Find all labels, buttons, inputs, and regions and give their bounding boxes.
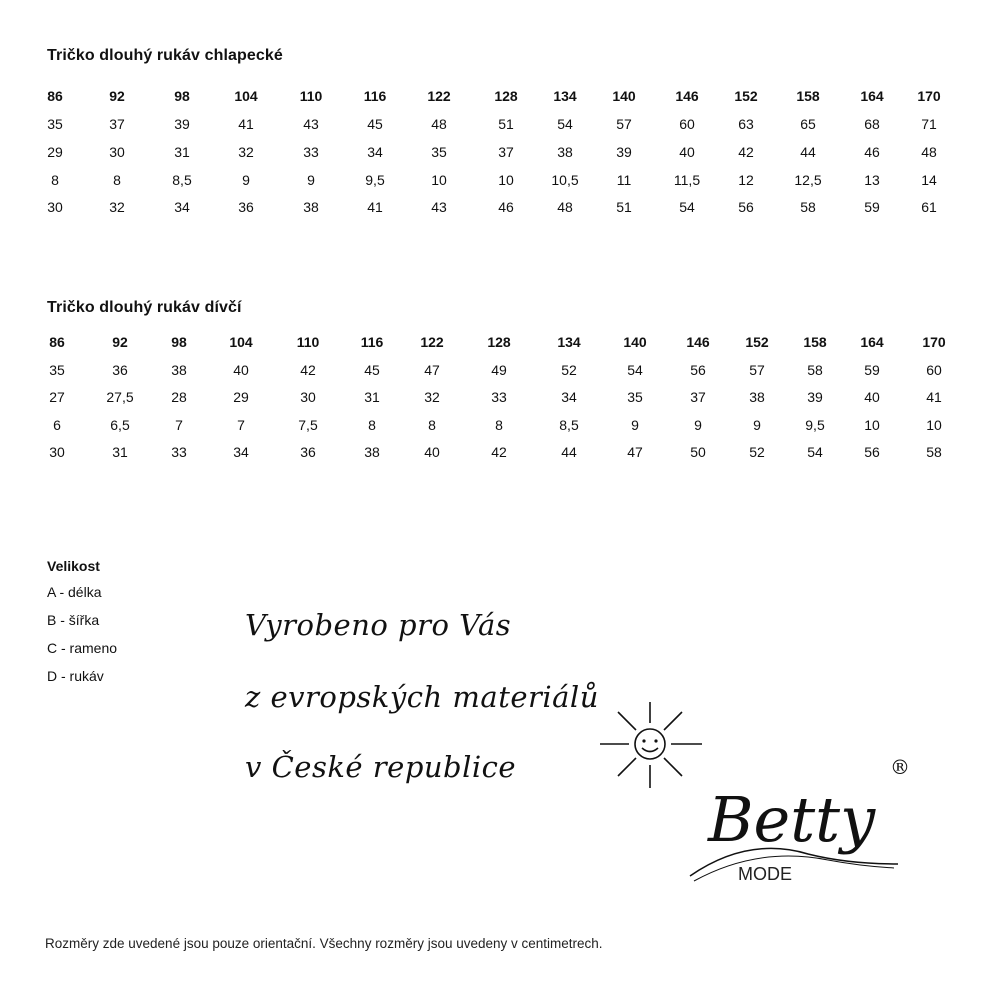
table-cell: 31	[112, 444, 128, 460]
table-cell: 31	[364, 389, 380, 405]
size-header-cell: 104	[234, 88, 258, 104]
table-1-title: Tričko dlouhý rukáv chlapecké	[47, 47, 283, 64]
table-cell: 32	[238, 144, 254, 160]
table-cell: 35	[49, 362, 65, 378]
table-cell: 63	[738, 116, 754, 132]
size-header-cell: 92	[112, 334, 128, 350]
table-cell: 39	[174, 116, 190, 132]
table-cell: 38	[749, 389, 765, 405]
table-cell: 27,5	[106, 389, 134, 405]
sun-icon	[600, 702, 702, 788]
table-cell: 41	[926, 389, 942, 405]
table-cell: 56	[864, 444, 880, 460]
measurement-row	[0, 170, 1000, 190]
table-cell: 48	[431, 116, 447, 132]
table-cell: 33	[171, 444, 187, 460]
size-header-cell: 86	[49, 334, 65, 350]
table-cell: 35	[47, 116, 63, 132]
table-cell: 54	[807, 444, 823, 460]
table-cell: 7,5	[298, 417, 318, 433]
table-cell: 35	[627, 389, 643, 405]
table-cell: 58	[800, 199, 816, 215]
table-cell: 32	[424, 389, 440, 405]
table-cell: 10	[498, 172, 514, 188]
legend-item-shoulder: C - rameno	[47, 640, 118, 656]
table-cell: 45	[367, 116, 383, 132]
table-cell: 8	[428, 417, 436, 433]
table-cell: 58	[807, 362, 823, 378]
table-cell: 44	[800, 144, 816, 160]
size-header-cell: 122	[420, 334, 444, 350]
table-cell: 58	[926, 444, 942, 460]
table-cell: 34	[367, 144, 383, 160]
size-header-cell: 170	[917, 88, 941, 104]
table-cell: 54	[627, 362, 643, 378]
table-cell: 47	[424, 362, 440, 378]
table-cell: 45	[364, 362, 380, 378]
table-cell: 8	[368, 417, 376, 433]
table-cell: 49	[491, 362, 507, 378]
table-cell: 51	[498, 116, 514, 132]
table-cell: 9	[307, 172, 315, 188]
table-cell: 13	[864, 172, 880, 188]
table-cell: 42	[300, 362, 316, 378]
size-header-cell: 98	[171, 334, 187, 350]
table-cell: 9,5	[365, 172, 385, 188]
measurement-row	[0, 114, 1000, 134]
table-cell: 36	[238, 199, 254, 215]
legend-item-length: A - délka	[47, 584, 102, 600]
size-header-cell: 146	[686, 334, 710, 350]
table-cell: 8	[495, 417, 503, 433]
table-cell: 60	[926, 362, 942, 378]
table-cell: 52	[561, 362, 577, 378]
size-header-cell: 140	[612, 88, 636, 104]
size-header-cell: 86	[47, 88, 63, 104]
table-cell: 59	[864, 199, 880, 215]
size-header-cell: 128	[487, 334, 511, 350]
table-cell: 52	[749, 444, 765, 460]
size-header-cell: 92	[109, 88, 125, 104]
table-cell: 42	[491, 444, 507, 460]
logo-brand-text: Betty	[708, 783, 876, 856]
table-cell: 10,5	[551, 172, 579, 188]
table-cell: 12	[738, 172, 754, 188]
table-cell: 38	[303, 199, 319, 215]
table-cell: 32	[109, 199, 125, 215]
table-cell: 59	[864, 362, 880, 378]
table-cell: 50	[690, 444, 706, 460]
table-cell: 36	[112, 362, 128, 378]
measurement-row	[0, 442, 1000, 462]
size-header-cell: 134	[557, 334, 581, 350]
size-header-cell: 134	[553, 88, 577, 104]
table-cell: 48	[921, 144, 937, 160]
table-cell: 37	[109, 116, 125, 132]
table-cell: 37	[690, 389, 706, 405]
table-cell: 39	[807, 389, 823, 405]
table-cell: 29	[47, 144, 63, 160]
table-cell: 11	[616, 172, 632, 188]
table-cell: 30	[49, 444, 65, 460]
measurement-row	[0, 197, 1000, 217]
table-cell: 41	[238, 116, 254, 132]
table-cell: 39	[616, 144, 632, 160]
table-cell: 7	[175, 417, 183, 433]
table-cell: 34	[233, 444, 249, 460]
size-header-cell: 158	[796, 88, 820, 104]
table-cell: 71	[921, 116, 937, 132]
table-cell: 48	[557, 199, 573, 215]
size-header-cell: 164	[860, 88, 884, 104]
tagline-line-3: v České republice	[245, 750, 517, 784]
table-cell: 8	[113, 172, 121, 188]
table-cell: 34	[561, 389, 577, 405]
table-cell: 65	[800, 116, 816, 132]
table-cell: 56	[738, 199, 754, 215]
size-header-row	[0, 332, 1000, 352]
table-cell: 46	[864, 144, 880, 160]
table-cell: 7	[237, 417, 245, 433]
table-cell: 9	[694, 417, 702, 433]
table-cell: 29	[233, 389, 249, 405]
measurement-row	[0, 387, 1000, 407]
table-cell: 10	[864, 417, 880, 433]
size-header-cell: 164	[860, 334, 884, 350]
table-cell: 30	[47, 199, 63, 215]
table-cell: 51	[616, 199, 632, 215]
measurement-row	[0, 360, 1000, 380]
table-cell: 14	[921, 172, 937, 188]
table-cell: 28	[171, 389, 187, 405]
table-cell: 40	[424, 444, 440, 460]
betty-mode-logo	[598, 696, 928, 896]
size-header-cell: 140	[623, 334, 647, 350]
size-header-cell: 152	[734, 88, 758, 104]
tagline-line-1: Vyrobeno pro Vás	[245, 608, 512, 642]
footer-note: Rozměry zde uvedené jsou pouze orientační. Všechny rozměry jsou uvedeny v centimetrech.	[45, 936, 603, 951]
table-cell: 34	[174, 199, 190, 215]
table-cell: 42	[738, 144, 754, 160]
size-header-cell: 116	[360, 334, 384, 350]
registered-mark: ®	[890, 755, 910, 779]
table-cell: 47	[627, 444, 643, 460]
size-header-cell: 152	[745, 334, 769, 350]
table-cell: 56	[690, 362, 706, 378]
table-cell: 43	[303, 116, 319, 132]
table-cell: 57	[616, 116, 632, 132]
size-header-cell: 116	[363, 88, 387, 104]
size-header-cell: 170	[922, 334, 946, 350]
table-cell: 38	[364, 444, 380, 460]
table-cell: 61	[921, 199, 937, 215]
size-header-cell: 158	[803, 334, 827, 350]
size-legend	[47, 558, 117, 694]
table-cell: 27	[49, 389, 65, 405]
table-cell: 38	[171, 362, 187, 378]
table-cell: 44	[561, 444, 577, 460]
logo-sub-text: MODE	[738, 864, 792, 884]
table-cell: 8,5	[559, 417, 579, 433]
table-cell: 8,5	[172, 172, 192, 188]
size-header-cell: 104	[229, 334, 253, 350]
table-cell: 40	[864, 389, 880, 405]
table-2-title: Tričko dlouhý rukáv dívčí	[47, 299, 242, 316]
table-cell: 9,5	[805, 417, 825, 433]
table-cell: 37	[498, 144, 514, 160]
table-cell: 57	[749, 362, 765, 378]
size-header-cell: 128	[494, 88, 518, 104]
table-cell: 40	[233, 362, 249, 378]
table-cell: 46	[498, 199, 514, 215]
table-cell: 33	[303, 144, 319, 160]
table-cell: 60	[679, 116, 695, 132]
table-cell: 30	[109, 144, 125, 160]
size-header-cell: 122	[427, 88, 451, 104]
size-header-cell: 110	[299, 88, 323, 104]
tagline-line-2: z evropských materiálů	[245, 680, 599, 714]
legend-title: Velikost	[47, 558, 100, 574]
table-cell: 9	[753, 417, 761, 433]
table-cell: 36	[300, 444, 316, 460]
table-cell: 6	[53, 417, 61, 433]
table-cell: 54	[557, 116, 573, 132]
table-cell: 10	[431, 172, 447, 188]
table-cell: 33	[491, 389, 507, 405]
table-cell: 11,5	[673, 172, 701, 188]
table-cell: 6,5	[110, 417, 130, 433]
measurement-row	[0, 142, 1000, 162]
size-header-cell: 98	[174, 88, 190, 104]
legend-item-width: B - šířka	[47, 612, 100, 628]
table-cell: 8	[51, 172, 59, 188]
legend-item-sleeve: D - rukáv	[47, 668, 104, 684]
table-cell: 9	[242, 172, 250, 188]
table-cell: 54	[679, 199, 695, 215]
size-header-cell: 146	[675, 88, 699, 104]
table-cell: 9	[631, 417, 639, 433]
table-cell: 38	[557, 144, 573, 160]
table-cell: 35	[431, 144, 447, 160]
table-cell: 31	[174, 144, 190, 160]
table-cell: 30	[300, 389, 316, 405]
size-header-row	[0, 86, 1000, 106]
measurement-row	[0, 415, 1000, 435]
table-cell: 10	[926, 417, 942, 433]
table-cell: 41	[367, 199, 383, 215]
size-header-cell: 110	[296, 334, 320, 350]
table-cell: 12,5	[794, 172, 822, 188]
table-cell: 68	[864, 116, 880, 132]
table-cell: 40	[679, 144, 695, 160]
table-cell: 43	[431, 199, 447, 215]
